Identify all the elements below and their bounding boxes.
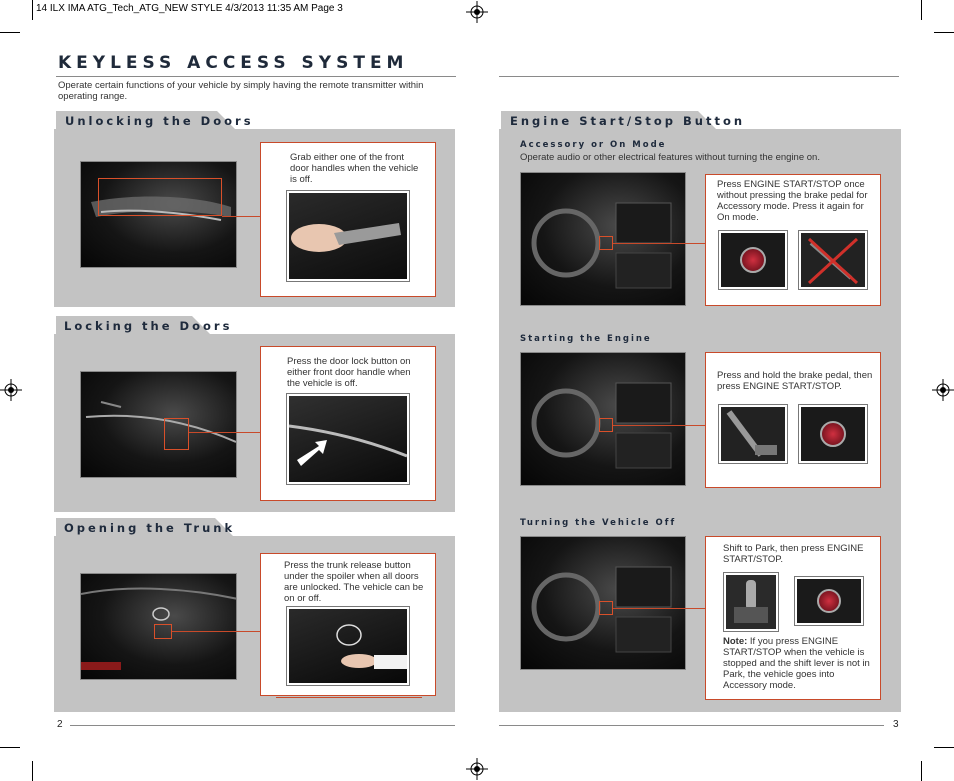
section-title-unlocking: Unlocking the Doors [65,114,254,128]
crop-mark [0,747,20,748]
panel-bottom-accent [276,697,422,698]
page-number: 3 [893,719,899,730]
callout-leader [172,631,260,632]
callout-text-starting: Press and hold the brake pedal, then press ENGINE START/STOP. [717,370,873,392]
crop-mark [921,0,922,20]
sub-text-accessory: Operate audio or other electrical features without turning the engine on. [520,152,820,163]
grab-handle-photo [286,190,410,282]
sub-label-accessory: Accessory or On Mode [520,140,667,150]
registration-mark-icon [0,379,22,401]
shift-lever-photo [723,572,779,632]
sub-label-turning-off: Turning the Vehicle Off [520,518,677,528]
door-handle-highlight [98,178,222,216]
note-text [723,636,873,691]
note-body: If you press ENGINE START/STOP when the vehicle is stopped and the shift lever is not in Park, the vehicle goes into Accessory mode. [723,636,870,691]
trunk-release-photo [286,606,410,686]
callout-text-trunk: Press the trunk release button under the spoiler when all doors are unlocked. The vehicle can be on or off. [284,560,424,604]
lock-button-closeup-photo [286,393,410,485]
trunk-button-highlight [154,624,172,639]
section-title-locking: Locking the Doors [64,319,233,333]
callout-leader [613,243,705,244]
no-brake-photo [798,230,868,290]
brake-pedal-photo [718,404,788,464]
title-rule [56,76,456,77]
sub-label-starting: Starting the Engine [520,334,652,344]
callout-leader [613,608,705,609]
note-label: Note: [723,636,748,647]
section-title-engine: Engine Start/Stop Button [510,114,746,128]
start-button-photo [798,404,868,464]
callout-text-accessory: Press ENGINE START/STOP once without pressing the brake pedal for Accessory mode. Press it again for On mode. [717,179,868,223]
registration-mark-icon [466,758,488,780]
crop-mark [32,0,33,20]
start-button-highlight [599,601,613,615]
crop-mark [934,747,954,748]
page-number: 2 [57,719,63,730]
crop-mark [0,32,20,33]
registration-mark-icon [932,379,954,401]
start-button-photo [718,230,788,290]
lock-button-highlight [164,418,189,450]
crop-mark [921,761,922,781]
start-button-highlight [599,236,613,250]
registration-mark-icon [466,1,488,23]
print-slug: 14 ILX IMA ATG_Tech_ATG_NEW STYLE 4/3/2013 11:35 AM Page 3 [36,3,343,14]
page-title: KEYLESS ACCESS SYSTEM [58,53,409,73]
start-button-highlight [599,418,613,432]
footer-rule [499,725,884,726]
callout-text-unlocking: Grab either one of the front door handles when the vehicle is off. [290,152,419,185]
crop-mark [32,761,33,781]
section-title-trunk: Opening the Trunk [64,521,236,535]
intro-text: Operate certain functions of your vehicle by simply having the remote transmitter within operating range. [58,80,424,102]
crop-mark [934,32,954,33]
callout-leader [189,432,260,433]
callout-leader [613,425,705,426]
title-rule [499,76,899,77]
callout-text-locking: Press the door lock button on either front door handle when the vehicle is off. [287,356,411,389]
callout-text-turning-off: Shift to Park, then press ENGINE START/STOP. [723,543,864,565]
callout-leader [222,216,260,217]
lock-button-photo [80,371,237,478]
start-button-photo [794,576,864,626]
footer-rule [70,725,455,726]
